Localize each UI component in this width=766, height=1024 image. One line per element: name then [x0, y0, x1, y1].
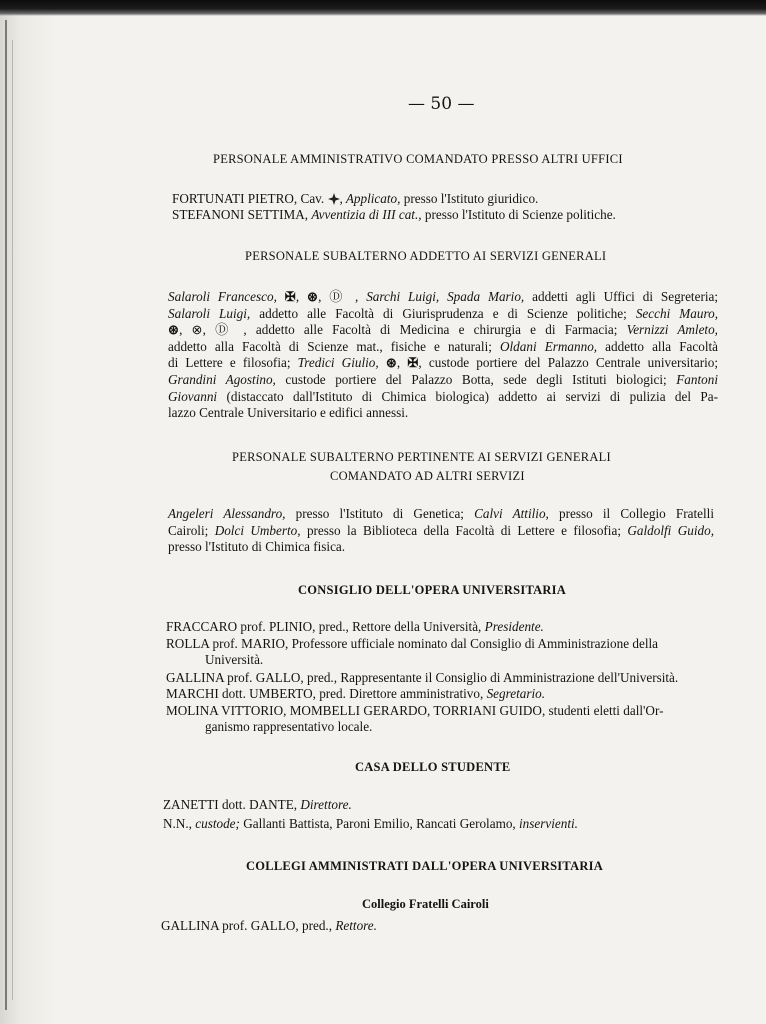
- role-text: custode portiere del Palazzo Centrale universitario;: [421, 355, 719, 371]
- consiglio-row-cont: ganismo rappresentativo locale.: [205, 719, 373, 734]
- role-text: custode portiere del Palazzo Botta, sede degli Istituti biologici;: [275, 371, 677, 387]
- role-text: addetti agli Uffici di Segreteria;: [524, 289, 719, 304]
- entry-text: GALLINA prof. GALLO, pred.,: [161, 918, 336, 933]
- subsection-title-cairoli: Collegio Fratelli Cairoli: [362, 897, 489, 911]
- name-text: Secchi Mauro,: [635, 305, 718, 321]
- paragraph-line: [168, 372, 718, 389]
- entry-role: Segretario.: [486, 686, 546, 701]
- name-text: Salaroli Luigi,: [168, 305, 251, 321]
- role-text: di Lettere e filosofia;: [168, 355, 298, 371]
- entry-text: N.N.,: [163, 816, 196, 831]
- section-title-personale-comandato: PERSONALE AMMINISTRATIVO COMANDATO PRESSO ALTRI UFFICI: [213, 152, 623, 166]
- paragraph-line: ⊛, ⊗, Ⓓ , addetto alle Facoltà di Medicina e chirurgia e di Farmacia; Vernizzi Amleto,: [168, 322, 718, 338]
- medal-icon: ⊛: [168, 322, 180, 338]
- role-text: addetto alla Facoltà: [597, 338, 719, 354]
- section-title-personale-subalterno: PERSONALE SUBALTERNO ADDETTO AI SERVIZI GENERALI: [245, 249, 607, 263]
- consiglio-row: MOLINA VITTORIO, MOMBELLI GERARDO, TORRIANI GUIDO, studenti eletti dall'Or-: [166, 703, 664, 718]
- consiglio-row: [166, 619, 544, 636]
- paragraph-line: [168, 339, 718, 356]
- paragraph-line: [168, 506, 714, 523]
- paragraph-line: [168, 306, 718, 323]
- consiglio-row: ROLLA prof. MARIO, Professore ufficiale nominato dal Consiglio di Amministrazione della: [166, 636, 659, 651]
- name-text: Oldani Ermanno,: [499, 338, 598, 354]
- paragraph-line: Salaroli Francesco, ✠, ⊛, Ⓓ , Sarchi Luigi, Spada Mario, addetti agli Uffici di Segreteria;: [168, 289, 719, 304]
- medal-icon: ⊛: [307, 289, 319, 304]
- role-text: presso il Collegio Fratelli: [548, 506, 714, 521]
- paragraph-personale-pertinente: [168, 506, 714, 556]
- entry-text: STEFANONI SETTIMA,: [172, 207, 312, 222]
- name-text: Giovanni: [168, 388, 218, 404]
- paragraph-personale-subalterno: [168, 289, 718, 422]
- name-text: Tredici Giulio,: [297, 355, 379, 371]
- cross-icon: ✠: [407, 355, 419, 371]
- role-text: presso la Biblioteca della Facoltà di Lettere e filosofia;: [300, 522, 628, 538]
- casa-row: [163, 816, 578, 833]
- entry-role: inservienti.: [519, 816, 578, 831]
- paragraph-line: [168, 523, 714, 540]
- entry-stefanoni: [172, 207, 616, 224]
- casa-row: [163, 797, 352, 814]
- cross-icon: ✠: [284, 289, 296, 304]
- decoration-cross-icon: [328, 193, 340, 205]
- consiglio-row: [166, 686, 545, 703]
- entry-role: Avventizia di III cat.,: [311, 207, 422, 222]
- role-text: (distaccato dall'Istituto di Chimica biologica) addetto ai servizi di pulizia del Pa-: [217, 388, 718, 404]
- consiglio-row-cont: Università.: [205, 652, 264, 667]
- collegi-row: [161, 918, 377, 935]
- entry-text: FORTUNATI PIETRO, Cav.: [172, 191, 328, 206]
- entry-fortunati: [172, 191, 538, 208]
- entry-text: FRACCARO prof. PLINIO, pred., Rettore della Università,: [166, 619, 485, 634]
- consiglio-row: GALLINA prof. GALLO, pred., Rappresentante il Consiglio di Amministrazione dell'Università.: [166, 670, 679, 685]
- entry-text: Gallanti Battista, Paroni Emilio, Rancati Gerolamo,: [239, 816, 520, 831]
- entry-role: Presidente.: [484, 619, 544, 634]
- paragraph-line: di Lettere e filosofia; Tredici Giulio, ⊛, ✠, custode portiere del Palazzo Centrale universitario;: [168, 355, 719, 371]
- paragraph-line: presso l'Istituto di Chimica fisica.: [168, 539, 346, 555]
- entry-text: ZANETTI dott. DANTE,: [163, 797, 301, 812]
- name-text: Grandini Agostino,: [168, 371, 276, 387]
- section-title-personale-pertinente: PERSONALE SUBALTERNO PERTINENTE AI SERVIZI GENERALI: [232, 450, 611, 464]
- role-text: addetto alle Facoltà di Medicina e chirurgia e di Farmacia;: [246, 322, 627, 338]
- name-text: Sarchi Luigi, Spada Mario,: [366, 289, 525, 304]
- name-text: Vernizzi Amleto,: [626, 322, 718, 338]
- entry-role: custode;: [195, 816, 240, 831]
- entry-role: Direttore.: [300, 797, 352, 812]
- section-title-consiglio: CONSIGLIO DELL'OPERA UNIVERSITARIA: [298, 583, 567, 597]
- entry-role: Rettore.: [335, 918, 377, 933]
- role-text: presso l'Istituto di Genetica;: [285, 506, 475, 521]
- name-text: Fantoni: [676, 371, 718, 387]
- section-title-collegi: COLLEGI AMMINISTRATI DALL'OPERA UNIVERSITARIA: [246, 859, 604, 873]
- entry-text: presso l'Istituto giuridico.: [400, 191, 539, 206]
- section-title-casa: CASA DELLO STUDENTE: [355, 760, 511, 774]
- paragraph-line: lazzo Centrale Universitario e edifici annessi.: [168, 405, 409, 421]
- name-text: Dolci Umberto,: [214, 522, 301, 538]
- name-text: Galdolfi Guido,: [627, 522, 714, 538]
- entry-text: presso l'Istituto di Scienze politiche.: [421, 207, 616, 222]
- page-number: — 50 —: [408, 94, 475, 114]
- role-text: Cairoli;: [168, 522, 215, 538]
- medal-icon: ⊛: [385, 355, 397, 371]
- name-text: Salaroli Francesco,: [168, 289, 277, 304]
- entry-role: , Applicato,: [339, 191, 401, 206]
- section-subtitle-personale-pertinente: COMANDATO AD ALTRI SERVIZI: [330, 469, 525, 483]
- name-text: Angeleri Alessandro,: [168, 506, 286, 521]
- role-text: addetto alla Facoltà di Scienze mat., fisiche e naturali;: [168, 338, 500, 354]
- name-text: Calvi Attilio,: [474, 506, 549, 521]
- paragraph-line: [168, 389, 718, 406]
- entry-text: MARCHI dott. UMBERTO, pred. Direttore amministrativo,: [166, 686, 487, 701]
- role-text: addetto alle Facoltà di Giurisprudenza e di Scienze politiche;: [250, 305, 636, 321]
